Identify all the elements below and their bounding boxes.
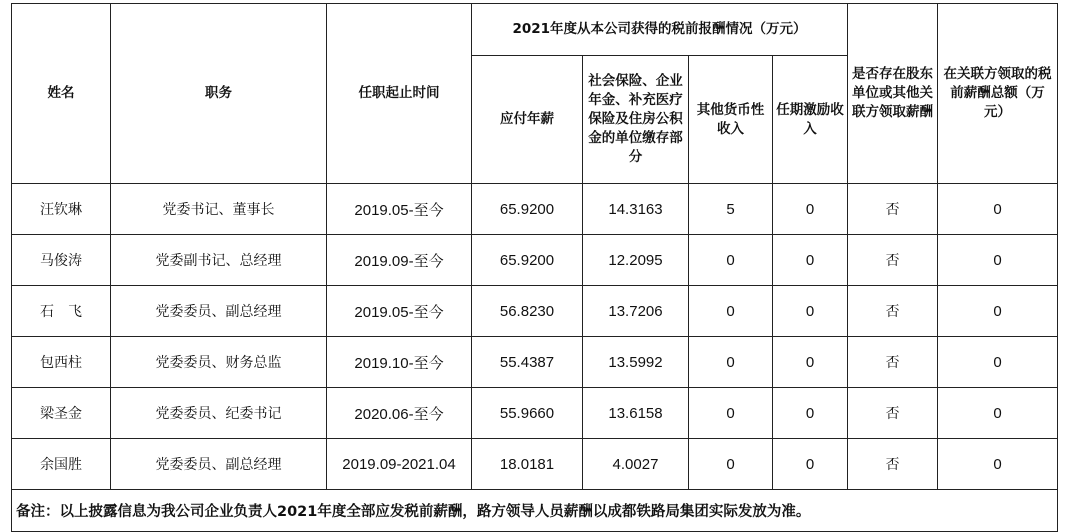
cell-related-party-total: 0 bbox=[938, 337, 1058, 388]
cell-tenure: 2019.09-至今 bbox=[327, 235, 472, 286]
cell-name: 余国胜 bbox=[12, 439, 111, 490]
header-other-income: 其他货币性收入 bbox=[689, 56, 773, 184]
cell-other-income: 0 bbox=[689, 439, 773, 490]
cell-related-party-flag: 否 bbox=[848, 184, 938, 235]
cell-annual-salary: 56.8230 bbox=[472, 286, 583, 337]
header-name: 姓名 bbox=[12, 4, 111, 184]
header-tenure: 任职起止时间 bbox=[327, 4, 472, 184]
cell-other-income: 0 bbox=[689, 388, 773, 439]
header-social-insurance: 社会保险、企业年金、补充医疗保险及住房公积金的单位缴存部分 bbox=[583, 56, 689, 184]
compensation-table bbox=[11, 3, 1058, 532]
cell-name: 马俊涛 bbox=[12, 235, 111, 286]
cell-tenure: 2019.10-至今 bbox=[327, 337, 472, 388]
cell-incentive: 0 bbox=[773, 337, 848, 388]
cell-related-party-flag: 否 bbox=[848, 439, 938, 490]
cell-annual-salary: 65.9200 bbox=[472, 184, 583, 235]
cell-related-party-flag: 否 bbox=[848, 286, 938, 337]
note-row bbox=[12, 490, 1058, 532]
cell-related-party-flag: 否 bbox=[848, 388, 938, 439]
table-row bbox=[12, 184, 1058, 235]
cell-name: 汪钦琳 bbox=[12, 184, 111, 235]
cell-annual-salary: 55.4387 bbox=[472, 337, 583, 388]
cell-other-income: 5 bbox=[689, 184, 773, 235]
header-related-party-total: 在关联方领取的税前薪酬总额（万元） bbox=[938, 4, 1058, 184]
cell-related-party-flag: 否 bbox=[848, 235, 938, 286]
note-text: 备注：以上披露信息为我公司企业负责人2021年度全部应发税前薪酬，路方领导人员薪酬以成都铁路局集团实际发放为准。 bbox=[12, 490, 1058, 532]
cell-name: 包西柱 bbox=[12, 337, 111, 388]
cell-social-insurance: 12.2095 bbox=[583, 235, 689, 286]
cell-position: 党委副书记、总经理 bbox=[111, 235, 327, 286]
cell-tenure: 2020.06-至今 bbox=[327, 388, 472, 439]
cell-other-income: 0 bbox=[689, 235, 773, 286]
cell-social-insurance: 13.6158 bbox=[583, 388, 689, 439]
table-row bbox=[12, 388, 1058, 439]
cell-position: 党委书记、董事长 bbox=[111, 184, 327, 235]
cell-tenure: 2019.09-2021.04 bbox=[327, 439, 472, 490]
header-compensation-group: 2021年度从本公司获得的税前报酬情况（万元） bbox=[472, 4, 848, 56]
cell-tenure: 2019.05-至今 bbox=[327, 184, 472, 235]
cell-incentive: 0 bbox=[773, 388, 848, 439]
cell-related-party-total: 0 bbox=[938, 286, 1058, 337]
cell-related-party-total: 0 bbox=[938, 439, 1058, 490]
cell-social-insurance: 4.0027 bbox=[583, 439, 689, 490]
header-incentive: 任期激励收入 bbox=[773, 56, 848, 184]
cell-related-party-total: 0 bbox=[938, 184, 1058, 235]
header-annual-salary: 应付年薪 bbox=[472, 56, 583, 184]
cell-incentive: 0 bbox=[773, 235, 848, 286]
cell-position: 党委委员、纪委书记 bbox=[111, 388, 327, 439]
cell-social-insurance: 13.7206 bbox=[583, 286, 689, 337]
header-position: 职务 bbox=[111, 4, 327, 184]
cell-name: 梁圣金 bbox=[12, 388, 111, 439]
cell-incentive: 0 bbox=[773, 286, 848, 337]
cell-annual-salary: 18.0181 bbox=[472, 439, 583, 490]
table-body bbox=[12, 184, 1058, 490]
cell-social-insurance: 13.5992 bbox=[583, 337, 689, 388]
table-row bbox=[12, 286, 1058, 337]
cell-annual-salary: 65.9200 bbox=[472, 235, 583, 286]
header-related-party-flag: 是否存在股东单位或其他关联方领取薪酬 bbox=[848, 4, 938, 184]
cell-name: 石 飞 bbox=[12, 286, 111, 337]
cell-incentive: 0 bbox=[773, 439, 848, 490]
table-row bbox=[12, 337, 1058, 388]
cell-tenure: 2019.05-至今 bbox=[327, 286, 472, 337]
table-row bbox=[12, 439, 1058, 490]
cell-other-income: 0 bbox=[689, 286, 773, 337]
cell-position: 党委委员、副总经理 bbox=[111, 439, 327, 490]
cell-related-party-total: 0 bbox=[938, 388, 1058, 439]
cell-position: 党委委员、副总经理 bbox=[111, 286, 327, 337]
cell-related-party-flag: 否 bbox=[848, 337, 938, 388]
cell-incentive: 0 bbox=[773, 184, 848, 235]
cell-annual-salary: 55.9660 bbox=[472, 388, 583, 439]
cell-related-party-total: 0 bbox=[938, 235, 1058, 286]
header-row-1 bbox=[12, 4, 1058, 56]
table-row bbox=[12, 235, 1058, 286]
cell-social-insurance: 14.3163 bbox=[583, 184, 689, 235]
cell-position: 党委委员、财务总监 bbox=[111, 337, 327, 388]
cell-other-income: 0 bbox=[689, 337, 773, 388]
